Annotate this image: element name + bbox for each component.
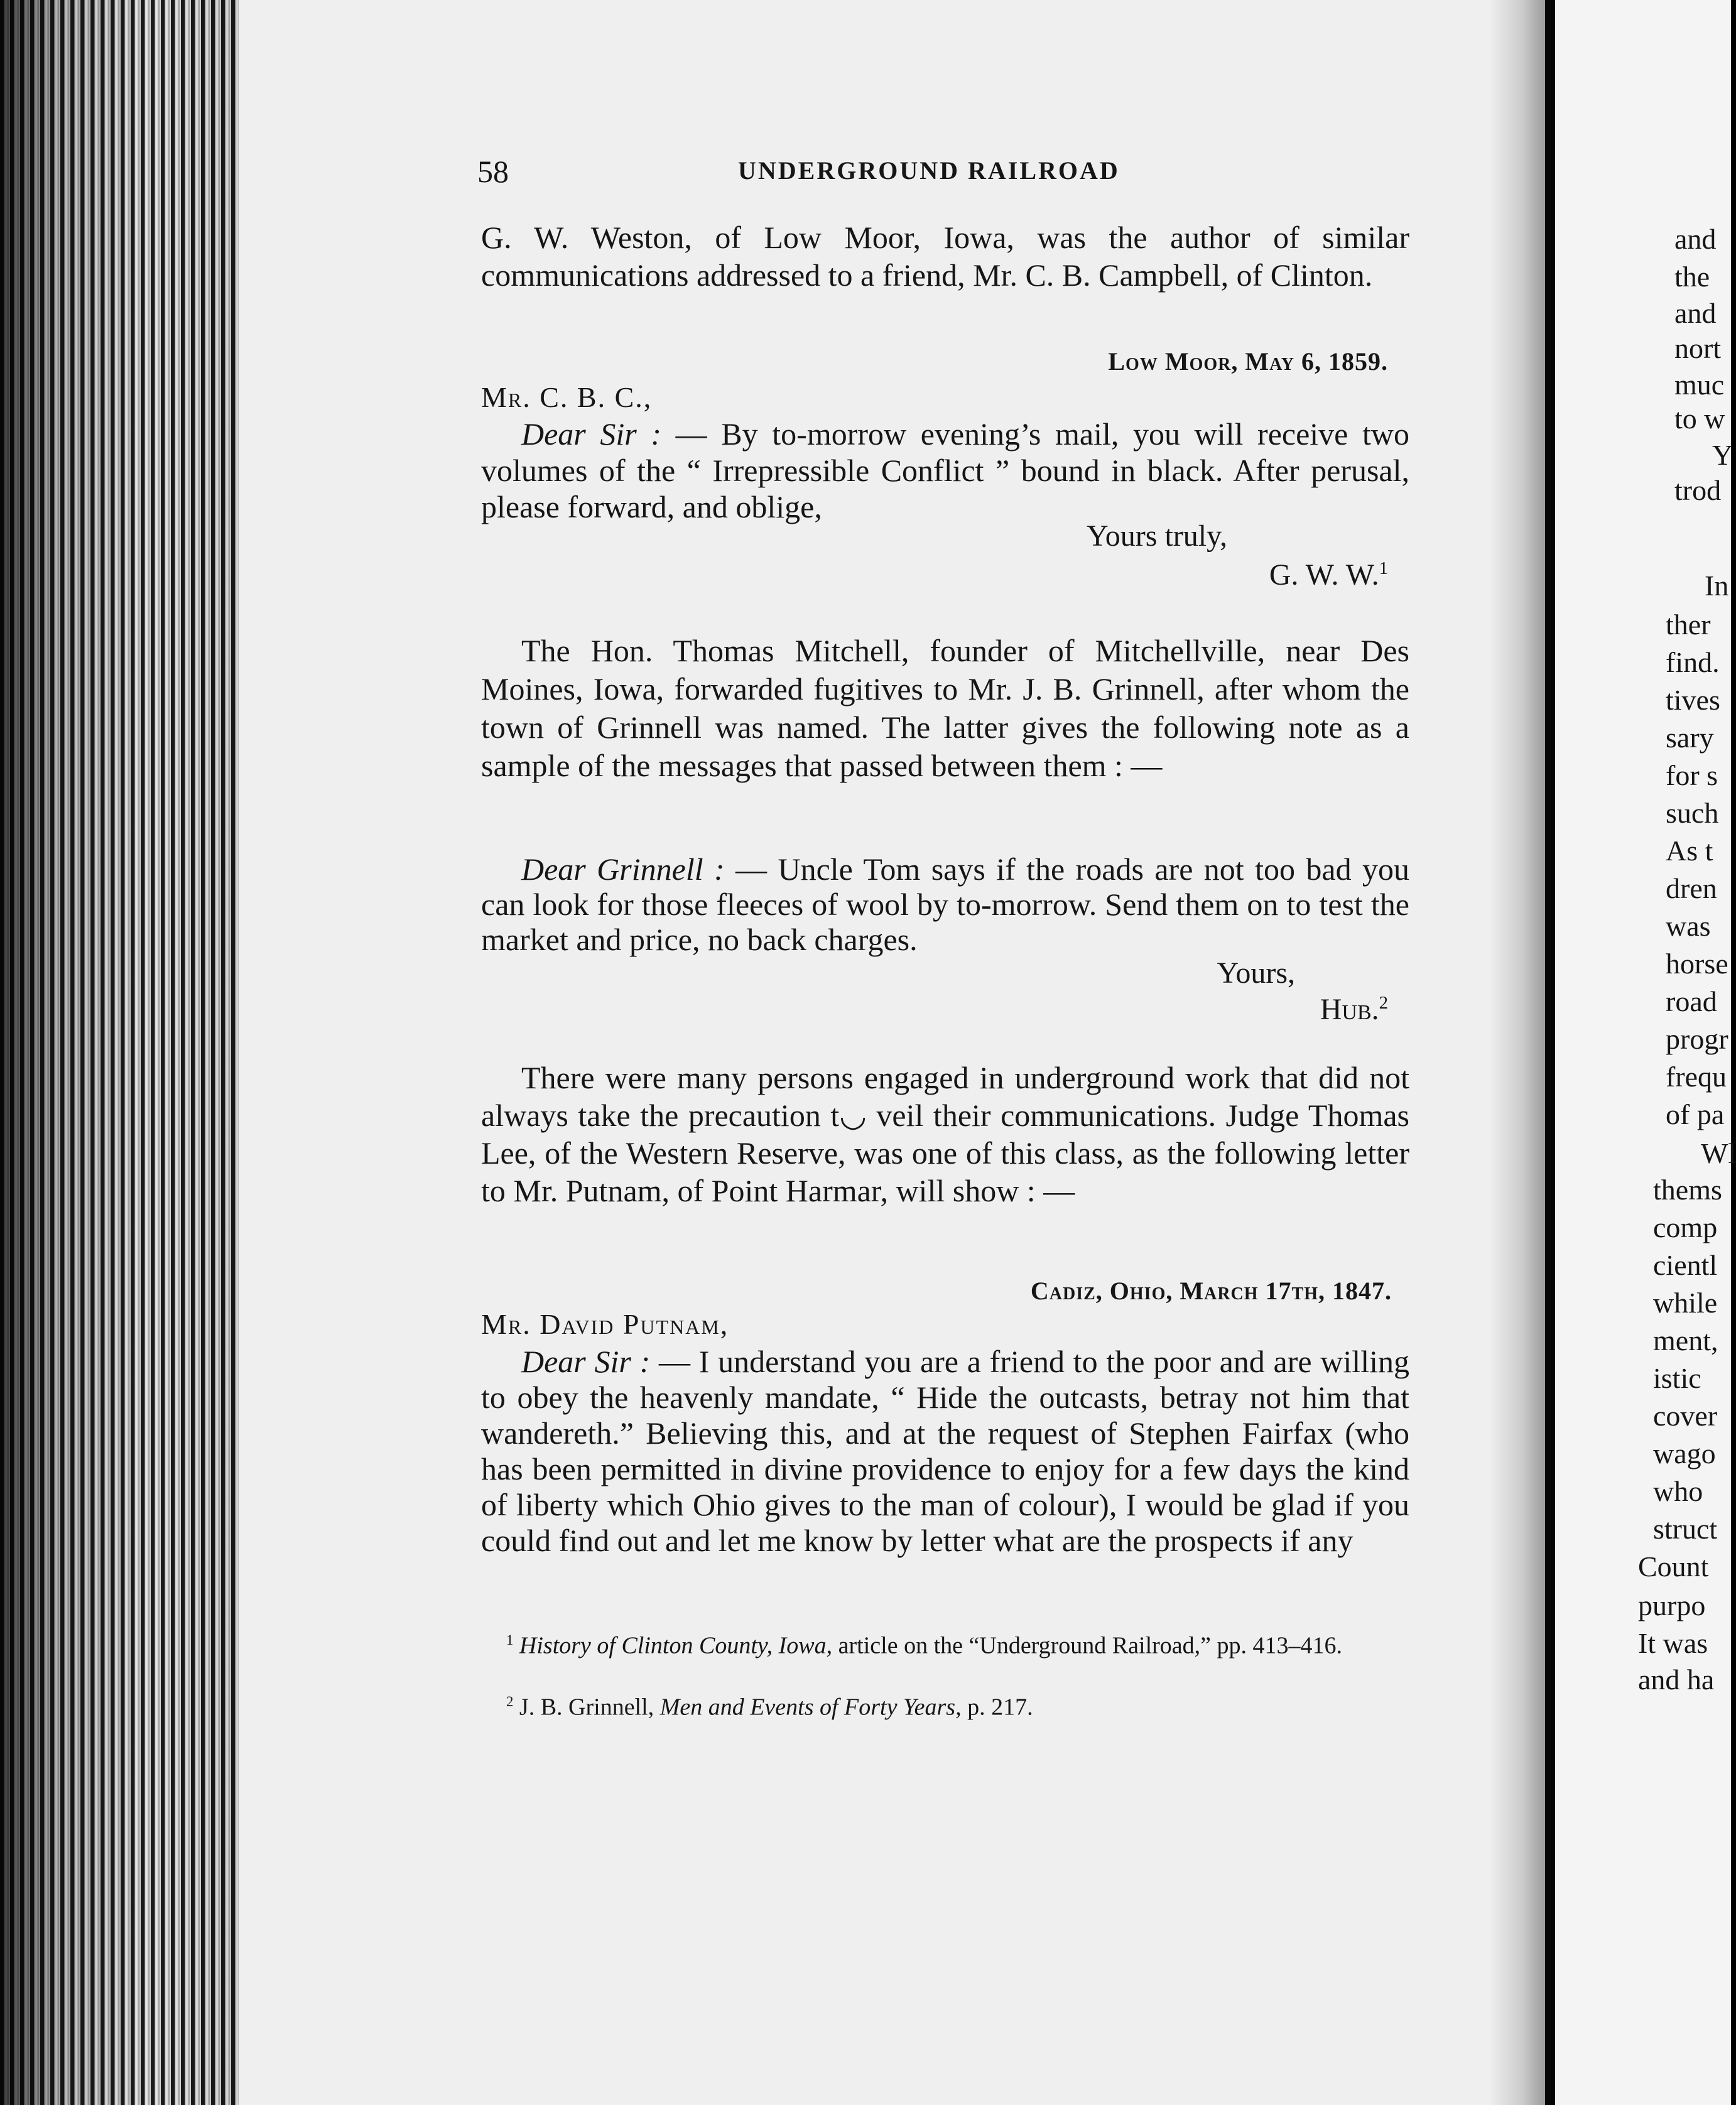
facing-line: comp: [1653, 1211, 1718, 1243]
letter-signature: G. W. W.$^1$: [1269, 558, 1388, 592]
facing-line: while: [1653, 1287, 1718, 1319]
facing-line: road: [1666, 985, 1717, 1017]
facing-line: struct: [1653, 1513, 1718, 1545]
facing-line: sary: [1666, 722, 1714, 754]
facing-line: purpo: [1638, 1589, 1706, 1621]
running-head-title: UNDERGROUND RAILROAD: [738, 156, 1120, 185]
letter-body: Dear Grinnell : — Uncle Tom says if the roads are not too bad you can look for those fleeces of wool by to-morrow. Send them on to test the market and price, no back charges.: [481, 852, 1409, 957]
facing-line: progr: [1666, 1023, 1728, 1055]
facing-line: of pa: [1666, 1098, 1725, 1130]
facing-line: Y: [1712, 439, 1733, 471]
gutter-shadow: [1489, 0, 1545, 2105]
facing-line: horse: [1666, 948, 1728, 980]
facing-line: for s: [1666, 759, 1718, 791]
facing-line: such: [1666, 797, 1719, 829]
letter-salutation: Mr. C. B. C.,: [481, 381, 653, 413]
letter-body: Dear Sir : — I understand you are a friend to the poor and are willing to obey the heavenly mandate, “ Hide the outcasts, betray not him that wandereth.” Believing this, and at the request of Stephen Fairfax (who has been permitted in divine providence to enjoy for a few days the kind of liberty which Ohio gives to the man of colour), I would be glad if you could find out and let me know by letter what are the prospects if any: [481, 1344, 1409, 1558]
letter-dateline: Cadiz, Ohio, March 17th, 1847.: [1030, 1277, 1392, 1305]
facing-line: was: [1666, 910, 1711, 942]
letter-dateline: Low Moor, May 6, 1859.: [1108, 347, 1388, 376]
footnote-title: History of Clinton County, Iowa,: [519, 1632, 833, 1659]
facing-line: the: [1674, 261, 1710, 293]
letter-closing: Yours,: [1217, 956, 1295, 990]
facing-line: thems: [1653, 1174, 1722, 1206]
facing-line: dren: [1666, 872, 1717, 904]
facing-line: istic: [1653, 1362, 1701, 1394]
facing-line: who: [1653, 1475, 1703, 1507]
facing-line: cover: [1653, 1400, 1718, 1432]
facing-line: Count: [1638, 1550, 1709, 1583]
main-text-column: [481, 0, 1409, 2105]
footnote-number: 2: [506, 1694, 514, 1709]
facing-line: and ha: [1638, 1664, 1715, 1696]
facing-line: ther: [1666, 609, 1711, 641]
facing-line: and: [1674, 223, 1717, 255]
facing-page: [1555, 0, 1736, 2105]
facing-line: As t: [1666, 835, 1713, 867]
facing-line: find.: [1666, 646, 1720, 678]
facing-line: Wl: [1701, 1137, 1736, 1169]
letter-salutation: Mr. David Putnam,: [481, 1308, 729, 1340]
book-spine: [1545, 0, 1555, 2105]
footnote-title: Men and Events of Forty Years,: [659, 1694, 962, 1721]
footnote-ref: 2: [1379, 993, 1388, 1013]
paragraph: G. W. Weston, of Low Moor, Iowa, was the author of similar communications addressed to a friend, Mr. C. B. Campbell, of Clinton.: [481, 220, 1409, 293]
footnote: $^1$ History of Clinton County, Iowa, article on the “Underground Railroad,” pp. 413–416.: [506, 1632, 1343, 1659]
facing-line: to w: [1674, 403, 1725, 435]
facing-line: muc: [1674, 369, 1725, 401]
letter-greeting: Dear Sir :: [521, 1344, 651, 1379]
letter-closing: Yours truly,: [1086, 519, 1227, 553]
facing-line: tives: [1666, 684, 1720, 716]
paragraph: The Hon. Thomas Mitchell, founder of Mitchellville, near Des Moines, Iowa, forwarded fugitives to Mr. J. B. Grinnell, after whom the town of Grinnell was named. The latter gives the following note as a sample of the messages that passed between them : —: [481, 633, 1409, 783]
facing-line: trod: [1674, 474, 1722, 506]
page-number: 58: [477, 154, 509, 189]
facing-line: It was: [1638, 1627, 1708, 1659]
letter-body: Dear Sir : — By to-morrow evening’s mail, you will receive two volumes of the “ Irrepressible Conflict ” bound in black. After perusal, please forward, and oblige,: [481, 416, 1410, 524]
letter-greeting: Dear Grinnell :: [521, 852, 725, 887]
facing-line: nort: [1674, 332, 1722, 364]
facing-line: cientl: [1653, 1249, 1718, 1281]
footnote-ref: 1: [1379, 558, 1388, 578]
letter-greeting: Dear Sir :: [521, 416, 662, 452]
facing-line: wago: [1653, 1437, 1716, 1469]
facing-line: ment,: [1653, 1324, 1718, 1356]
footnote-number: 1: [506, 1632, 514, 1648]
letter-signature: Hub.$^2$: [1320, 993, 1388, 1026]
facing-line: frequ: [1666, 1061, 1727, 1093]
footnote: $^2$ J. B. Grinnell, Men and Events of Forty Years, p. 217.: [506, 1694, 1033, 1721]
facing-line: and: [1674, 297, 1717, 329]
paragraph: There were many persons engaged in underground work that did not always take the precaution t◡ veil their communications. Judge Thomas Lee, of the Western Reserve, was one of this class, as the following letter to Mr. Putnam, of Point Harmar, will show : —: [481, 1060, 1409, 1208]
facing-line: In: [1705, 570, 1729, 602]
